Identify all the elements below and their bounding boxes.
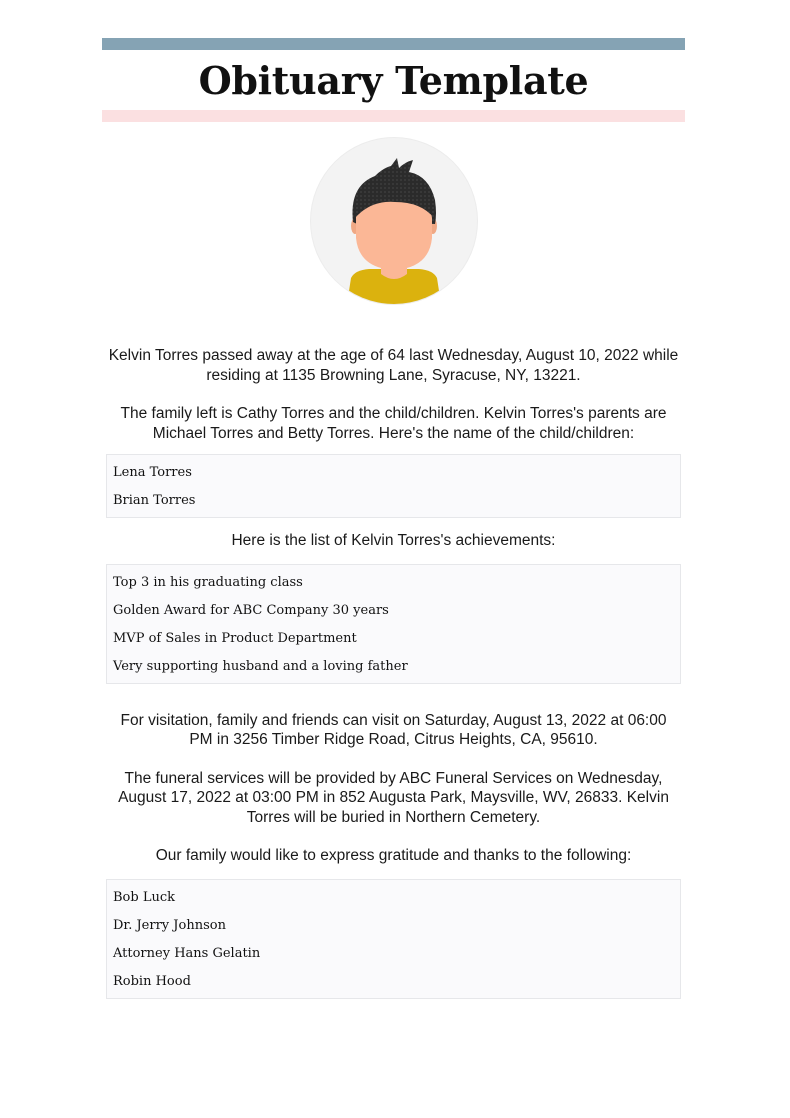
header-top-bar <box>102 38 685 50</box>
thanks-list <box>106 879 681 999</box>
achievements-list <box>106 564 681 684</box>
list-item: Lena Torres <box>113 465 192 480</box>
avatar <box>311 138 477 304</box>
thanks-intro: Our family would like to express gratitude and thanks to the following: <box>155 847 632 864</box>
list-item: MVP of Sales in Product Department <box>113 630 357 646</box>
avatar-container <box>102 138 685 304</box>
list-item: Bob Luck <box>113 889 175 905</box>
visitation-paragraph: For visitation, family and friends can visit on Saturday, August 13, 2022 at 06:00 PM in 3256 Timber Ridge Road, Citrus Heights, CA, 95610. <box>120 711 667 748</box>
list-item: Very supporting husband and a loving father <box>113 658 408 674</box>
list-item: Brian Torres <box>113 493 196 508</box>
list-item: Golden Award for ABC Company 30 years <box>113 602 389 618</box>
list-item: Robin Hood <box>113 973 191 989</box>
funeral-paragraph: The funeral services will be provided by ABC Funeral Services on Wednesday, August 17, 2022 at 03:00 PM in 852 Augusta Park, Maysville, WV, 26833. Kelvin Torres will be buried in Northern Cemetery. <box>118 769 669 826</box>
list-item: Dr. Jerry Johnson <box>113 917 226 933</box>
list-item: Top 3 in his graduating class <box>113 574 303 590</box>
list-item: Attorney Hans Gelatin <box>113 945 261 961</box>
family-paragraph: The family left is Cathy Torres and the child/children. Kelvin Torres's parents are Michael Torres and Betty Torres. Here's the name of the child/children: <box>120 405 667 442</box>
intro-paragraph: Kelvin Torres passed away at the age of 64 last Wednesday, August 10, 2022 while residing at 1135 Browning Lane, Syracuse, NY, 13221. <box>108 347 679 384</box>
header-bottom-bar <box>102 110 685 122</box>
person-avatar-icon <box>311 138 477 304</box>
page-title: Obituary Template <box>198 58 589 103</box>
achievements-intro: Here is the list of Kelvin Torres's achievements: <box>231 532 556 549</box>
children-list <box>106 454 681 518</box>
obituary-document <box>102 38 685 999</box>
